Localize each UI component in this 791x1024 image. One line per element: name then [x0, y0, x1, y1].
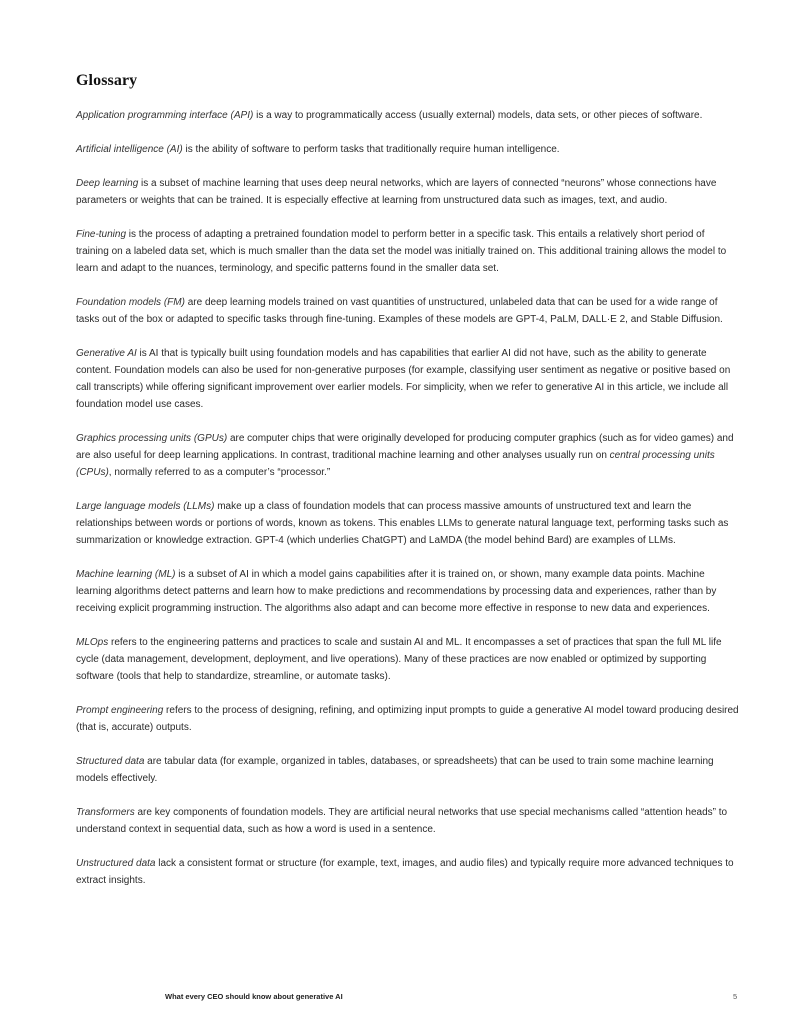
glossary-term: Foundation models (FM) [76, 297, 185, 308]
glossary-entry [76, 753, 740, 787]
page-number: 5 [733, 992, 738, 1001]
glossary-entry [76, 175, 740, 209]
glossary-definition: is a subset of AI in which a model gains capabilities after it is trained on, or shown, many example data points. Machine learning algorithms detect patterns and learn how to make predictions and recommendations by processing data and experiences, rather than by receiving explicit programming instruction. The algorithms also adapt and can become more effective in response to new data and experiences. [76, 569, 717, 614]
glossary-definition: lack a consistent format or structure (for example, text, images, and audio files) and typically require more advanced techniques to extract insights. [76, 858, 734, 886]
glossary-list [76, 107, 740, 906]
glossary-term: Application programming interface (API) [76, 110, 254, 121]
glossary-entry [76, 634, 740, 685]
glossary-term: Prompt engineering [76, 705, 164, 716]
glossary-definition: are tabular data (for example, organized in tables, databases, or spreadsheets) that can be used to train some machine learning models effectively. [76, 756, 714, 784]
glossary-definition: are deep learning models trained on vast quantities of unstructured, unlabeled data that can be used for a wide range of tasks out of the box or adapted to specific tasks through fine-tuning. Examples of these models are GPT-4, PaLM, DALL·E 2, and Stable Diffusion. [76, 297, 723, 325]
glossary-term: Large language models (LLMs) [76, 501, 215, 512]
glossary-definition: refers to the process of designing, refining, and optimizing input prompts to guide a generative AI model toward producing desired (that is, accurate) outputs. [76, 705, 739, 733]
glossary-term: MLOps [76, 637, 109, 648]
glossary-entry [76, 566, 740, 617]
glossary-entry [76, 804, 740, 838]
glossary-term-inline: central processing units (CPUs) [76, 450, 715, 478]
publication-title: What every CEO should know about generative AI [165, 992, 343, 1001]
glossary-entry [76, 498, 740, 549]
glossary-term: Fine-tuning [76, 229, 127, 240]
glossary-term: Transformers [76, 807, 135, 818]
page-footer [0, 992, 791, 1006]
glossary-definition: is a way to programmatically access (usually external) models, data sets, or other pieces of software. [253, 110, 703, 121]
glossary-definition: are key components of foundation models. They are artificial neural networks that use special mechanisms called “attention heads” to understand context in sequential data, such as how a word is used in a sentence. [76, 807, 728, 835]
glossary-term: Unstructured data [76, 858, 156, 869]
glossary-definition: make up a class of foundation models that can process massive amounts of unstructured text and learn the relationships between words or portions of words, known as tokens. This enables LLMs to generate natural language text, performing tasks such as summarization or knowledge extraction. GPT-4 (which underlies ChatGPT) and LaMDA (the model behind Bard) are examples of LLMs. [76, 501, 729, 546]
glossary-term: Graphics processing units (GPUs) [76, 433, 228, 444]
glossary-entry [76, 294, 740, 328]
glossary-term: Structured data [76, 756, 145, 767]
glossary-definition: is the process of adapting a pretrained foundation model to perform better in a specific task. This entails a relatively short period of training on a labeled data set, which is much smaller than the data set the model was initially trained on. This additional training allows the model to learn and adapt to the nuances, terminology, and specific patterns found in the smaller data set. [76, 229, 727, 274]
glossary-definition: is a subset of machine learning that uses deep neural networks, which are layers of connected “neurons” whose connections have parameters or weights that can be trained. It is especially effective at learning from unstructured data such as images, text, and audio. [76, 178, 717, 206]
glossary-term: Machine learning (ML) [76, 569, 176, 580]
glossary-definition: , normally referred to as a computer’s “processor.” [108, 467, 331, 478]
glossary-term: Artificial intelligence (AI) [76, 144, 183, 155]
glossary-definition: are computer chips that were originally developed for producing computer graphics (such as for video games) and are also useful for deep learning applications. In contrast, traditional machine learning and other analyses usually run on [76, 433, 734, 461]
page-title: Glossary [76, 72, 138, 89]
glossary-definition: is AI that is typically built using foundation models and has capabilities that earlier AI did not have, such as the ability to generate content. Foundation models can also be used for non-generative purposes (for example, classifying user sentiment as negative or positive based on call transcripts) while offering significant improvement over earlier models. For simplicity, when we refer to generative AI in this article, we include all foundation model use cases. [76, 348, 731, 410]
glossary-term: Generative AI [76, 348, 137, 359]
glossary-entry [76, 702, 740, 736]
glossary-entry [76, 107, 740, 124]
glossary-entry [76, 141, 740, 158]
glossary-definition: is the ability of software to perform tasks that traditionally require human intelligence. [182, 144, 560, 155]
glossary-entry [76, 855, 740, 889]
glossary-entry [76, 226, 740, 277]
glossary-entry [76, 430, 740, 481]
glossary-term: Deep learning [76, 178, 139, 189]
glossary-definition: refers to the engineering patterns and practices to scale and sustain AI and ML. It encompasses a set of practices that span the full ML life cycle (data management, development, deployment, and live operations). Many of these practices are now enabled or optimized by supporting software (tools that help to standardize, streamline, or automate tasks). [76, 637, 722, 682]
glossary-entry [76, 345, 740, 413]
